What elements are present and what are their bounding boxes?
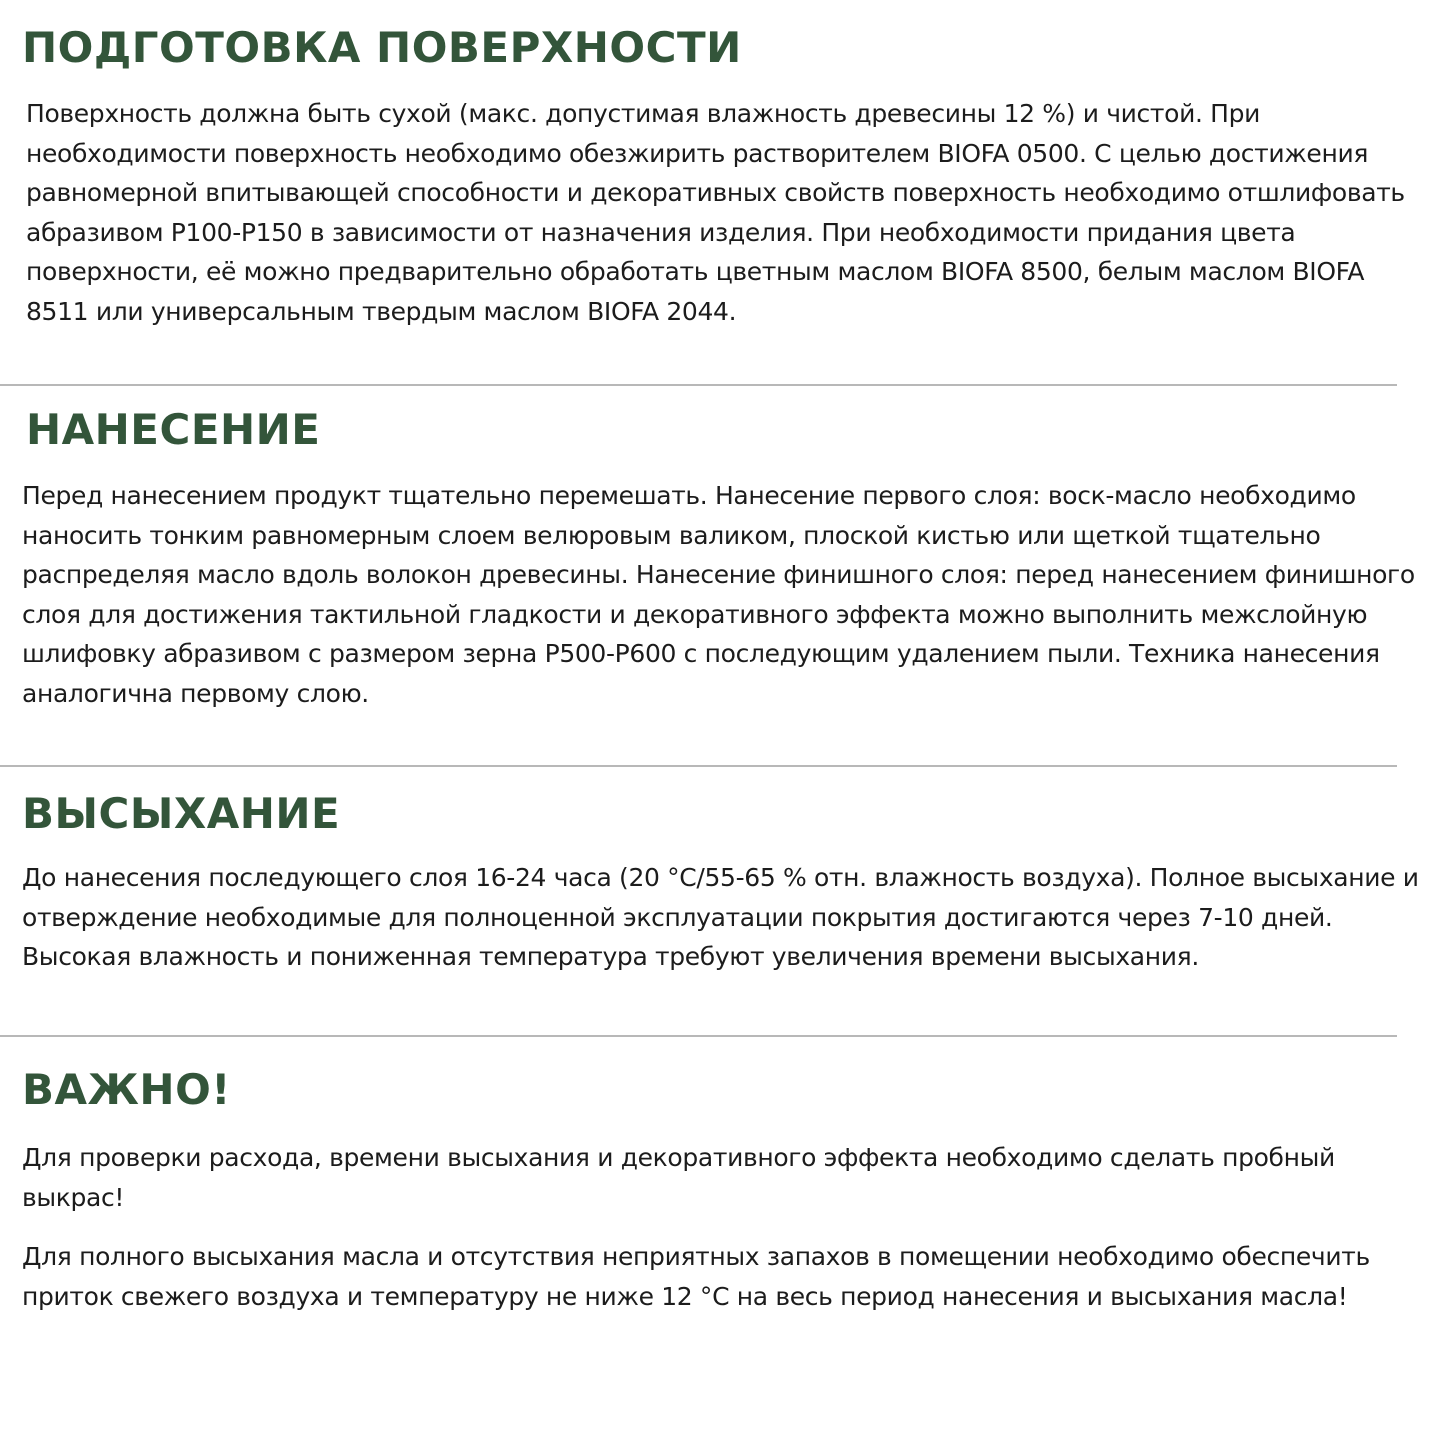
section-title-application: НАНЕСЕНИЕ — [26, 405, 321, 454]
section-text-surface-preparation: Поверхность должна быть сухой (макс. допустимая влажность древесины 12 %) и чистой. При необходимости поверхность необходимо обезжирить растворителем BIOFA 0500. С целью достижения равномерной впитывающей способности и декоративных свойств поверхность необходимо отшлифовать абразивом P100-P150 в зависимости от назначения изделия. При необходимости придания цвета поверхности, её можно предварительно обработать цветным маслом BIOFA 8500, белым маслом BIOFA 8511 или универсальным твердым маслом BIOFA 2044. — [26, 99, 1405, 326]
section-title-surface-preparation: ПОДГОТОВКА ПОВЕРХНОСТИ — [22, 23, 742, 72]
section-important — [0, 1064, 1440, 1316]
section-application — [0, 404, 1440, 714]
section-text-application: Перед нанесением продукт тщательно перемешать. Нанесение первого слоя: воск-масло необходимо наносить тонким равномерным слоем велюровым валиком, плоской кистью или щеткой тщательно распределяя масло вдоль волокон древесины. Нанесение финишного слоя: перед нанесением финишного слоя для достижения тактильной гладкости и декоративного эффекта можно выполнить межслойную шлифовку абразивом с размером зерна P500-P600 с последующим удалением пыли. Техника нанесения аналогична первому слою. — [22, 481, 1415, 708]
section-title-drying: ВЫСЫХАНИЕ — [22, 789, 341, 838]
section-text-important-ventilation: Для полного высыхания масла и отсутствия неприятных запахов в помещении необходимо обеспечить приток свежего воздуха и температуру не ниже 12 °C на весь период нанесения и высыхания масла! — [22, 1242, 1370, 1311]
section-drying — [0, 788, 1440, 977]
section-text-important-test-coat: Для проверки расхода, времени высыхания и декоративного эффекта необходимо сделать пробный выкрас! — [22, 1143, 1335, 1212]
section-text-drying: До нанесения последующего слоя 16-24 часа (20 °C/55-65 % отн. влажность воздуха). Полное высыхание и отверждение необходимые для полноценной эксплуатации покрытия достигаются через 7-10 дней. Высокая влажность и пониженная температура требуют увеличения времени высыхания. — [22, 863, 1419, 972]
section-divider — [0, 1035, 1397, 1037]
section-divider — [0, 765, 1397, 767]
section-surface-preparation — [0, 22, 1440, 332]
section-title-important: ВАЖНО! — [22, 1065, 231, 1114]
section-divider — [0, 384, 1397, 386]
